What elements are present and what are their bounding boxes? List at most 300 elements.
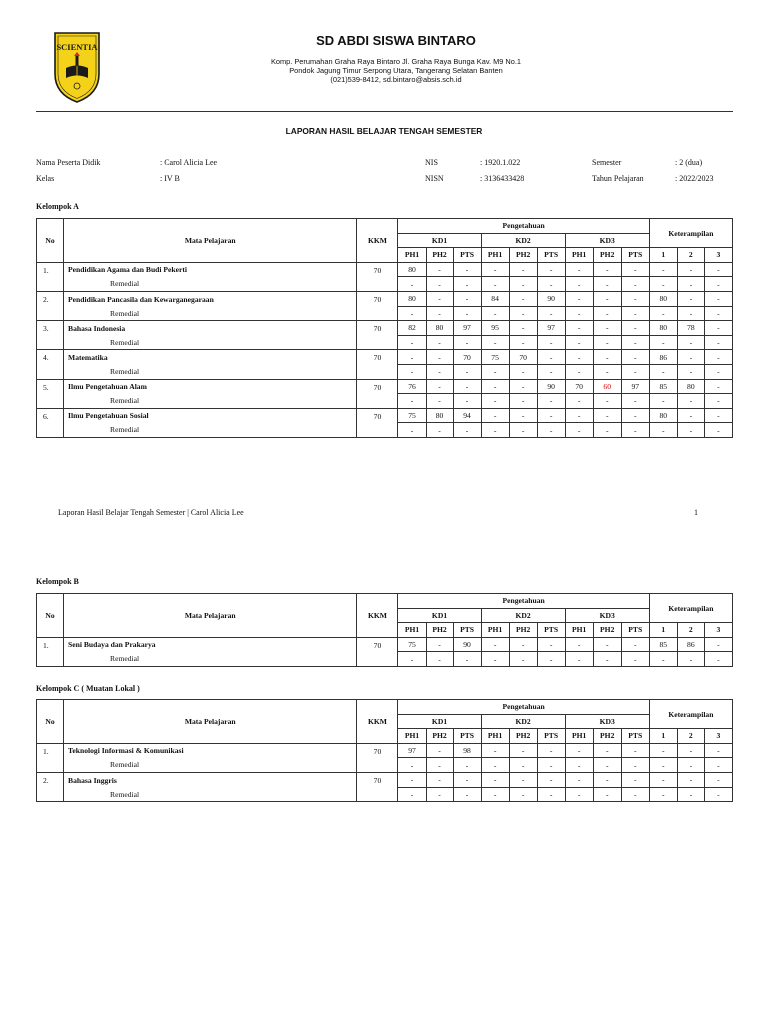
header-skill-1: 1 xyxy=(649,248,677,263)
score-cell: - xyxy=(593,637,621,652)
remedial-cell: - xyxy=(537,423,565,438)
remedial-cell: - xyxy=(398,394,426,409)
remedial-cell: - xyxy=(649,306,677,321)
table-row xyxy=(37,772,733,787)
nisn-label: NISN xyxy=(425,174,444,183)
remedial-cell: - xyxy=(621,787,649,802)
header-sub-ph1: PH1 xyxy=(481,729,509,744)
subject-number: 6. xyxy=(37,408,64,437)
score-cell: 85 xyxy=(649,637,677,652)
remedial-cell: - xyxy=(593,364,621,379)
remedial-label: Remedial xyxy=(64,652,357,667)
score-cell: 80 xyxy=(426,408,453,423)
subject-number: 1. xyxy=(37,637,64,666)
score-cell: - xyxy=(509,772,537,787)
nisn-value: : 3136433428 xyxy=(480,174,525,183)
remedial-cell: - xyxy=(593,787,621,802)
remedial-cell: - xyxy=(621,335,649,350)
score-cell: - xyxy=(509,379,537,394)
remedial-label: Remedial xyxy=(64,364,357,379)
footer-text: Laporan Hasil Belajar Tengah Semester | Carol Alicia Lee xyxy=(58,508,244,517)
subject-name: Pendidikan Pancasila dan Kewarganegaraan xyxy=(64,291,357,306)
header-skill-2: 2 xyxy=(677,729,704,744)
header-kd2: KD2 xyxy=(481,714,565,729)
remedial-cell: - xyxy=(481,423,509,438)
class-label: Kelas xyxy=(36,174,55,183)
remedial-cell: - xyxy=(565,787,593,802)
remedial-cell: - xyxy=(537,652,565,667)
subject-kkm: 70 xyxy=(357,379,398,408)
table-row xyxy=(37,743,733,758)
group-c-label: Kelompok C ( Muatan Lokal ) xyxy=(36,684,140,693)
remedial-cell: - xyxy=(621,423,649,438)
score-cell: 75 xyxy=(398,408,426,423)
remedial-cell: - xyxy=(398,277,426,292)
remedial-cell: - xyxy=(677,277,704,292)
score-cell: - xyxy=(509,743,537,758)
score-cell: 70 xyxy=(453,350,481,365)
score-cell: 80 xyxy=(677,379,704,394)
score-cell: - xyxy=(704,262,732,277)
remedial-cell: - xyxy=(704,787,732,802)
score-cell: - xyxy=(565,772,593,787)
header-sub-ph2: PH2 xyxy=(426,623,453,638)
header-sub-ph1: PH1 xyxy=(481,623,509,638)
score-cell: - xyxy=(537,772,565,787)
score-cell: - xyxy=(593,743,621,758)
score-cell: 60 xyxy=(593,379,621,394)
subject-number: 4. xyxy=(37,350,64,379)
score-cell: 95 xyxy=(481,321,509,336)
score-cell: - xyxy=(509,408,537,423)
score-cell: - xyxy=(649,772,677,787)
subject-number: 2. xyxy=(37,291,64,320)
score-cell: 78 xyxy=(677,321,704,336)
score-cell: - xyxy=(565,408,593,423)
remedial-cell: - xyxy=(537,277,565,292)
remedial-cell: - xyxy=(704,394,732,409)
remedial-cell: - xyxy=(565,306,593,321)
remedial-cell: - xyxy=(677,652,704,667)
table-row xyxy=(37,262,733,277)
grades-table-group-c xyxy=(36,699,733,802)
remedial-cell: - xyxy=(537,306,565,321)
remedial-cell: - xyxy=(398,423,426,438)
subject-kkm: 70 xyxy=(357,291,398,320)
remedial-cell: - xyxy=(481,652,509,667)
header-skill-1: 1 xyxy=(649,623,677,638)
remedial-cell: - xyxy=(509,364,537,379)
header-sub-pts: PTS xyxy=(537,729,565,744)
score-cell: 98 xyxy=(453,743,481,758)
header-skill-2: 2 xyxy=(677,248,704,263)
score-cell: - xyxy=(593,772,621,787)
score-cell: - xyxy=(621,262,649,277)
remedial-label: Remedial xyxy=(64,758,357,773)
remedial-cell: - xyxy=(398,364,426,379)
score-cell: - xyxy=(537,743,565,758)
score-cell: - xyxy=(481,379,509,394)
remedial-cell: - xyxy=(481,394,509,409)
score-cell: - xyxy=(649,262,677,277)
remedial-cell: - xyxy=(621,758,649,773)
remedial-cell: - xyxy=(537,335,565,350)
header-skill-2: 2 xyxy=(677,623,704,638)
header-skill-1: 1 xyxy=(649,729,677,744)
score-cell: 80 xyxy=(398,291,426,306)
table-row xyxy=(37,637,733,652)
remedial-cell: - xyxy=(704,306,732,321)
header-sub-ph2: PH2 xyxy=(426,729,453,744)
remedial-cell: - xyxy=(453,306,481,321)
remedial-cell: - xyxy=(565,277,593,292)
subject-kkm: 70 xyxy=(357,321,398,350)
score-cell: - xyxy=(565,262,593,277)
score-cell: 80 xyxy=(649,321,677,336)
school-name: SD ABDI SISWA BINTARO xyxy=(316,33,476,48)
header-kd1: KD1 xyxy=(398,233,481,248)
score-cell: - xyxy=(704,379,732,394)
remedial-cell: - xyxy=(677,364,704,379)
header-sub-ph2: PH2 xyxy=(593,729,621,744)
subject-number: 2. xyxy=(37,772,64,801)
remedial-cell: - xyxy=(621,364,649,379)
remedial-cell: - xyxy=(649,652,677,667)
remedial-cell: - xyxy=(621,306,649,321)
remedial-cell: - xyxy=(537,758,565,773)
score-cell: - xyxy=(426,291,453,306)
score-cell: - xyxy=(677,772,704,787)
score-cell: - xyxy=(481,408,509,423)
score-cell: - xyxy=(426,637,453,652)
remedial-cell: - xyxy=(565,394,593,409)
remedial-cell: - xyxy=(593,306,621,321)
score-cell: - xyxy=(453,291,481,306)
score-cell: - xyxy=(453,262,481,277)
remedial-cell: - xyxy=(649,394,677,409)
school-address-line2: Pondok Jagung Timur Serpong Utara, Tangerang Selatan Banten xyxy=(289,66,503,75)
score-cell: - xyxy=(649,743,677,758)
remedial-cell: - xyxy=(537,364,565,379)
score-cell: 90 xyxy=(453,637,481,652)
subject-name: Seni Budaya dan Prakarya xyxy=(64,637,357,652)
score-cell: - xyxy=(593,408,621,423)
remedial-cell: - xyxy=(481,277,509,292)
header-skills: Keterampilan xyxy=(649,700,732,729)
subject-kkm: 70 xyxy=(357,772,398,801)
remedial-cell: - xyxy=(649,423,677,438)
score-cell: - xyxy=(426,772,453,787)
header-subject: Mata Pelajaran xyxy=(64,594,357,638)
remedial-cell: - xyxy=(649,277,677,292)
score-cell: - xyxy=(426,350,453,365)
score-cell: - xyxy=(537,408,565,423)
remedial-cell: - xyxy=(677,787,704,802)
header-knowledge: Pengetahuan xyxy=(398,594,649,609)
score-cell: - xyxy=(565,350,593,365)
score-cell: - xyxy=(593,321,621,336)
remedial-cell: - xyxy=(509,787,537,802)
remedial-cell: - xyxy=(593,652,621,667)
subject-kkm: 70 xyxy=(357,350,398,379)
score-cell: - xyxy=(481,772,509,787)
subject-name: Matematika xyxy=(64,350,357,365)
remedial-cell: - xyxy=(453,277,481,292)
score-cell: 86 xyxy=(649,350,677,365)
remedial-cell: - xyxy=(704,364,732,379)
score-cell: - xyxy=(481,637,509,652)
header-subject: Mata Pelajaran xyxy=(64,700,357,744)
score-cell: - xyxy=(704,350,732,365)
header-kd3: KD3 xyxy=(565,233,649,248)
remedial-cell: - xyxy=(649,787,677,802)
score-cell: - xyxy=(621,350,649,365)
score-cell: - xyxy=(398,772,426,787)
school-address-line1: Komp. Perumahan Graha Raya Bintaro Jl. Graha Raya Bunga Kav. M9 No.1 xyxy=(270,57,522,66)
table-row xyxy=(37,321,733,336)
remedial-cell: - xyxy=(593,277,621,292)
remedial-cell: - xyxy=(453,335,481,350)
nis-value: : 1920.1.022 xyxy=(480,158,521,167)
score-cell: - xyxy=(704,291,732,306)
remedial-label: Remedial xyxy=(64,394,357,409)
table-row xyxy=(37,291,733,306)
header-sub-pts: PTS xyxy=(453,248,481,263)
header-kd2: KD2 xyxy=(481,233,565,248)
header-sub-ph2: PH2 xyxy=(593,623,621,638)
remedial-cell: - xyxy=(649,335,677,350)
score-cell: 82 xyxy=(398,321,426,336)
remedial-cell: - xyxy=(593,335,621,350)
remedial-label: Remedial xyxy=(64,423,357,438)
header-skill-3: 3 xyxy=(704,248,732,263)
score-cell: - xyxy=(453,379,481,394)
remedial-cell: - xyxy=(426,423,453,438)
score-cell: - xyxy=(565,291,593,306)
remedial-cell: - xyxy=(537,787,565,802)
score-cell: - xyxy=(398,350,426,365)
score-cell: - xyxy=(677,743,704,758)
score-cell: - xyxy=(704,743,732,758)
score-cell: 70 xyxy=(509,350,537,365)
score-cell: - xyxy=(677,408,704,423)
remedial-cell: - xyxy=(426,758,453,773)
table-row xyxy=(37,350,733,365)
header-knowledge: Pengetahuan xyxy=(398,219,649,234)
grades-table-group-a xyxy=(36,218,733,438)
subject-name: Pendidikan Agama dan Budi Pekerti xyxy=(64,262,357,277)
header-sub-ph1: PH1 xyxy=(565,623,593,638)
score-cell: 94 xyxy=(453,408,481,423)
score-cell: - xyxy=(565,637,593,652)
score-cell: - xyxy=(677,262,704,277)
subject-number: 3. xyxy=(37,321,64,350)
remedial-cell: - xyxy=(453,394,481,409)
score-cell: - xyxy=(677,350,704,365)
score-cell: 80 xyxy=(649,408,677,423)
table-row xyxy=(37,408,733,423)
score-cell: - xyxy=(537,262,565,277)
score-cell: 97 xyxy=(621,379,649,394)
remedial-cell: - xyxy=(426,394,453,409)
score-cell: - xyxy=(621,772,649,787)
remedial-cell: - xyxy=(398,335,426,350)
remedial-cell: - xyxy=(481,335,509,350)
remedial-cell: - xyxy=(453,364,481,379)
score-cell: 75 xyxy=(481,350,509,365)
score-cell: - xyxy=(621,743,649,758)
semester-value: : 2 (dua) xyxy=(675,158,703,167)
remedial-cell: - xyxy=(426,335,453,350)
logo-text: SCIENTIA xyxy=(56,42,98,52)
subject-number: 1. xyxy=(37,743,64,772)
remedial-label: Remedial xyxy=(64,306,357,321)
remedial-cell: - xyxy=(398,758,426,773)
header-kkm: KKM xyxy=(357,700,398,744)
score-cell: - xyxy=(704,772,732,787)
score-cell: - xyxy=(537,350,565,365)
score-cell: - xyxy=(593,291,621,306)
header-sub-pts: PTS xyxy=(537,623,565,638)
remedial-cell: - xyxy=(398,306,426,321)
score-cell: - xyxy=(621,321,649,336)
score-cell: 80 xyxy=(649,291,677,306)
header-sub-pts: PTS xyxy=(621,248,649,263)
score-cell: - xyxy=(509,291,537,306)
subject-name: Ilmu Pengetahuan Sosial xyxy=(64,408,357,423)
remedial-cell: - xyxy=(677,758,704,773)
header-kkm: KKM xyxy=(357,594,398,638)
score-cell: - xyxy=(509,637,537,652)
header-skill-3: 3 xyxy=(704,623,732,638)
subject-name: Teknologi Informasi & Komunikasi xyxy=(64,743,357,758)
remedial-cell: - xyxy=(426,652,453,667)
remedial-cell: - xyxy=(509,652,537,667)
score-cell: - xyxy=(565,743,593,758)
score-cell: - xyxy=(481,262,509,277)
score-cell: 75 xyxy=(398,637,426,652)
group-a-label: Kelompok A xyxy=(36,202,79,211)
remedial-cell: - xyxy=(704,758,732,773)
class-value: : IV B xyxy=(160,174,180,183)
score-cell: 70 xyxy=(565,379,593,394)
header-skills: Keterampilan xyxy=(649,219,732,248)
score-cell: - xyxy=(565,321,593,336)
nis-label: NIS xyxy=(425,158,438,167)
score-cell: - xyxy=(481,743,509,758)
remedial-cell: - xyxy=(481,364,509,379)
remedial-cell: - xyxy=(453,423,481,438)
header-sub-ph1: PH1 xyxy=(398,623,426,638)
header-skill-3: 3 xyxy=(704,729,732,744)
score-cell: 97 xyxy=(453,321,481,336)
score-cell: - xyxy=(704,637,732,652)
remedial-label: Remedial xyxy=(64,277,357,292)
remedial-cell: - xyxy=(398,787,426,802)
header-divider xyxy=(36,111,733,112)
remedial-cell: - xyxy=(509,423,537,438)
score-cell: - xyxy=(621,408,649,423)
remedial-label: Remedial xyxy=(64,787,357,802)
header-no: No xyxy=(37,700,64,744)
student-name-value: : Carol Alicia Lee xyxy=(160,158,218,167)
score-cell: 86 xyxy=(677,637,704,652)
score-cell: 90 xyxy=(537,379,565,394)
score-cell: - xyxy=(453,772,481,787)
header-skills: Keterampilan xyxy=(649,594,732,623)
remedial-label: Remedial xyxy=(64,335,357,350)
score-cell: - xyxy=(426,379,453,394)
subject-name: Bahasa Indonesia xyxy=(64,321,357,336)
header-sub-ph2: PH2 xyxy=(509,729,537,744)
page-number: 1 xyxy=(694,508,698,517)
score-cell: 97 xyxy=(537,321,565,336)
header-sub-ph1: PH1 xyxy=(565,729,593,744)
remedial-cell: - xyxy=(677,394,704,409)
remedial-cell: - xyxy=(677,306,704,321)
remedial-cell: - xyxy=(677,335,704,350)
remedial-cell: - xyxy=(649,758,677,773)
remedial-cell: - xyxy=(565,423,593,438)
remedial-cell: - xyxy=(704,423,732,438)
score-cell: - xyxy=(426,262,453,277)
remedial-cell: - xyxy=(649,364,677,379)
remedial-cell: - xyxy=(453,758,481,773)
remedial-cell: - xyxy=(593,394,621,409)
remedial-cell: - xyxy=(426,277,453,292)
remedial-cell: - xyxy=(621,652,649,667)
score-cell: - xyxy=(509,321,537,336)
remedial-cell: - xyxy=(509,335,537,350)
academic-year-label: Tahun Pelajaran xyxy=(592,174,644,183)
header-sub-ph2: PH2 xyxy=(509,248,537,263)
grades-table-group-b xyxy=(36,593,733,667)
score-cell: - xyxy=(537,637,565,652)
header-sub-ph2: PH2 xyxy=(426,248,453,263)
subject-kkm: 70 xyxy=(357,637,398,666)
subject-kkm: 70 xyxy=(357,408,398,437)
subject-name: Ilmu Pengetahuan Alam xyxy=(64,379,357,394)
remedial-cell: - xyxy=(704,335,732,350)
subject-number: 5. xyxy=(37,379,64,408)
score-cell: - xyxy=(509,262,537,277)
school-contact: (021)539-8412, sd.bintaro@absis.sch.id xyxy=(330,75,462,84)
score-cell: 97 xyxy=(398,743,426,758)
score-cell: 76 xyxy=(398,379,426,394)
header-sub-pts: PTS xyxy=(453,729,481,744)
remedial-cell: - xyxy=(565,652,593,667)
header-knowledge: Pengetahuan xyxy=(398,700,649,715)
academic-year-value: : 2022/2023 xyxy=(675,174,714,183)
header-kd2: KD2 xyxy=(481,608,565,623)
remedial-cell: - xyxy=(453,787,481,802)
header-sub-pts: PTS xyxy=(621,623,649,638)
table-row xyxy=(37,379,733,394)
remedial-cell: - xyxy=(453,652,481,667)
subject-number: 1. xyxy=(37,262,64,291)
semester-label: Semester xyxy=(592,158,622,167)
header-kd1: KD1 xyxy=(398,714,481,729)
header-sub-pts: PTS xyxy=(453,623,481,638)
remedial-cell: - xyxy=(481,787,509,802)
header-no: No xyxy=(37,594,64,638)
score-cell: - xyxy=(677,291,704,306)
remedial-cell: - xyxy=(509,394,537,409)
header-sub-ph2: PH2 xyxy=(509,623,537,638)
header-sub-pts: PTS xyxy=(537,248,565,263)
score-cell: - xyxy=(621,291,649,306)
header-sub-pts: PTS xyxy=(621,729,649,744)
